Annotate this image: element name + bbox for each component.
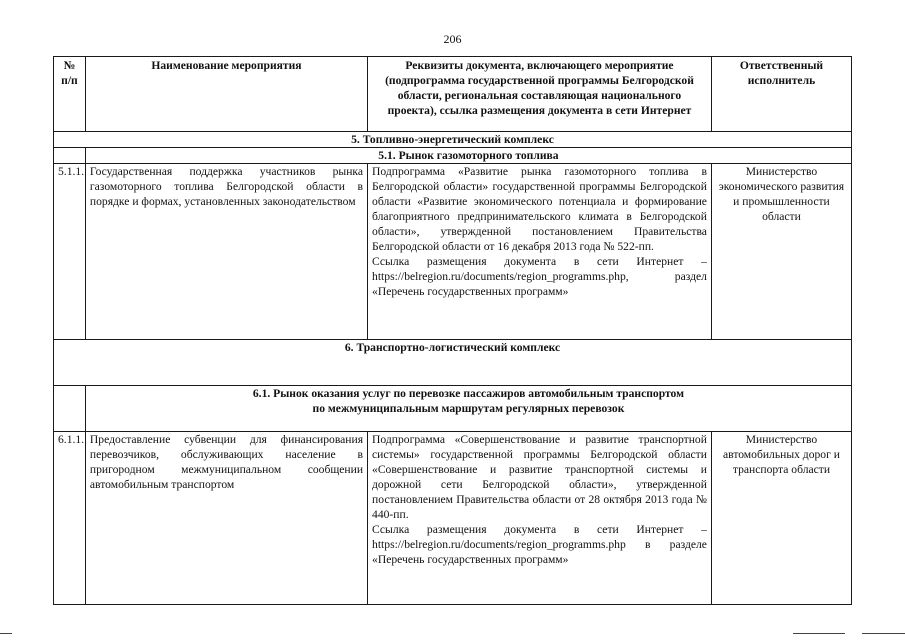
section-row — [54, 340, 852, 386]
scan-edge-mark — [793, 633, 845, 634]
measure-name: Государственная поддержка участников рынка газомоторного топлива Белгородской области в порядке и формах, установленных законодательством — [85, 164, 367, 340]
document-details — [368, 164, 712, 340]
subsection-spacer — [54, 148, 86, 164]
scan-edge-mark — [862, 633, 905, 634]
subsection-spacer — [54, 386, 86, 432]
page-number: 206 — [443, 32, 462, 46]
document-details — [368, 432, 712, 605]
subsection-title-line-2: по межмуниципальным маршрутам регулярных перевозок — [312, 402, 625, 415]
header-measure-name: Наименование мероприятия — [85, 57, 367, 132]
section-title: 5. Топливно-энергетический комплекс — [54, 132, 852, 148]
row-number: 6.1.1. — [54, 432, 86, 605]
subsection-title-line-1: 6.1. Рынок оказания услуг по перевозке пассажиров автомобильным транспортом — [252, 387, 685, 400]
subsection-title — [85, 386, 851, 432]
header-document-details: Реквизиты документа, включающего мероприятие (подпрограмма государственной программы Белгородской области, региональная составляющая национального проекта), ссылка размещения документа в сети Интернет — [368, 57, 712, 132]
subsection-title: 5.1. Рынок газомоторного топлива — [85, 148, 851, 164]
responsible-executor: Министерство экономического развития и промышленности области — [711, 164, 851, 340]
subsection-row — [54, 148, 852, 164]
document-description: Подпрограмма «Совершенствование и развитие транспортной системы» государственной программы Белгородской области «Совершенствование и развитие транспортной системы и дорожной сети Белгородской области», утвержденной постановлением Правительства области от 28 октября 2013 года № 440-пп. — [372, 433, 707, 521]
scan-edge-mark — [0, 633, 12, 634]
header-number: № п/п — [54, 57, 86, 132]
section-row — [54, 132, 852, 148]
table-row — [54, 164, 852, 340]
table-header-row — [54, 57, 852, 132]
measure-name: Предоставление субвенции для финансирования перевозчиков, обслуживающих население в пригородном межмуниципальном сообщении автомобильным транспортом — [85, 432, 367, 605]
responsible-executor: Министерство автомобильных дорог и транспорта области — [711, 432, 851, 605]
measures-table — [53, 56, 852, 605]
document-link: Ссылка размещения документа в сети Интернет – https://belregion.ru/documents/region_programms.php, раздел «Перечень государственных программ» — [372, 255, 707, 298]
section-title: 6. Транспортно-логистический комплекс — [54, 340, 852, 386]
subsection-row — [54, 386, 852, 432]
header-responsible: Ответственный исполнитель — [711, 57, 851, 132]
row-number: 5.1.1. — [54, 164, 86, 340]
table-row — [54, 432, 852, 605]
document-description: Подпрограмма «Развитие рынка газомоторного топлива в Белгородской области» государственной программы Белгородской области «Развитие экономического потенциала и формирование благоприятного предпринимательского климата в Белгородской области», утвержденной постановлением Правительства Белгородской области от 16 декабря 2013 года № 522-пп. — [372, 165, 707, 253]
document-link: Ссылка размещения документа в сети Интернет – https://belregion.ru/documents/region_programms.php в разделе «Перечень государственных программ» — [372, 523, 707, 566]
